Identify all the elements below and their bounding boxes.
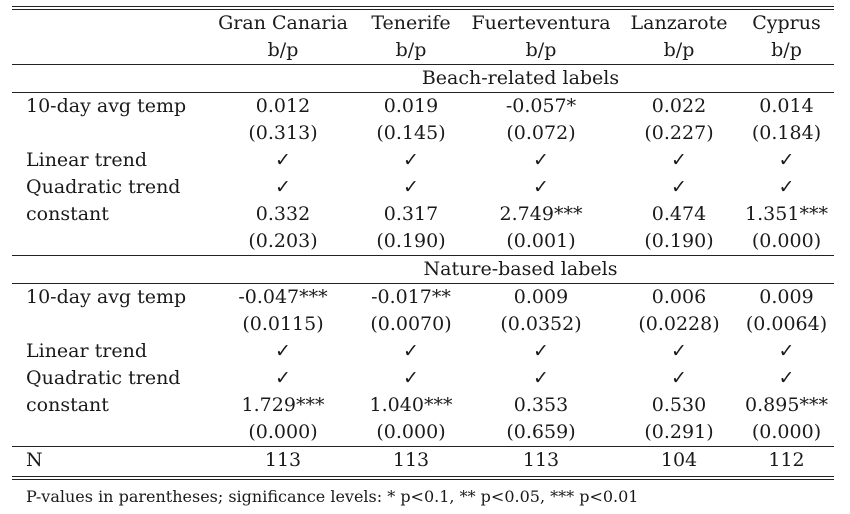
panel-title-row (12, 65, 834, 93)
table-cell: 0.014 (739, 93, 834, 121)
table-row (12, 93, 834, 121)
table-cell: 113 (207, 447, 359, 475)
table-cell: ✓ (778, 367, 795, 389)
regression-table (12, 10, 834, 474)
table-cell: 104 (619, 447, 739, 475)
table-row (12, 120, 834, 147)
table-cell: (0.227) (644, 122, 714, 144)
table-cell: ✓ (275, 149, 291, 171)
stat-label: b/p (771, 39, 802, 61)
table-row (12, 392, 834, 419)
table-cell: ✓ (275, 340, 291, 362)
top-rule (12, 6, 834, 7)
table-cell: 0.012 (207, 93, 359, 121)
table-cell: 113 (463, 447, 619, 475)
table-cell: ✓ (275, 176, 291, 198)
table-row (12, 284, 834, 312)
table-cell: (0.072) (506, 122, 576, 144)
column-header: Lanzarote (630, 12, 728, 34)
table-cell: (0.145) (376, 122, 446, 144)
row-label: Linear trend (26, 340, 147, 362)
table-row (12, 228, 834, 256)
row-label: N (12, 447, 207, 475)
table-cell: (0.000) (376, 421, 446, 443)
row-label: 10-day avg temp (12, 284, 207, 312)
table-row (12, 311, 834, 338)
panel-title-row (12, 256, 834, 284)
table-cell: -0.047*** (207, 284, 359, 312)
table-cell: ✓ (403, 149, 419, 171)
table-cell: ✓ (533, 340, 549, 362)
table-cell: (0.0070) (370, 313, 452, 335)
table-cell: (0.184) (751, 122, 822, 144)
table-cell: 1.729*** (241, 394, 325, 416)
table-cell: -0.017** (359, 284, 463, 312)
stat-label: b/p (395, 39, 427, 61)
table-cell: (0.203) (248, 230, 318, 252)
row-label (12, 311, 207, 338)
table-cell: (0.0115) (242, 313, 324, 335)
column-header: Gran Canaria (218, 12, 348, 34)
panel-title: Beach-related labels (207, 65, 834, 93)
table-cell: 0.474 (651, 203, 707, 225)
regression-table-container (12, 6, 834, 508)
table-cell: ✓ (671, 340, 687, 362)
table-cell: 0.019 (359, 93, 463, 121)
table-cell: (0.313) (248, 122, 318, 144)
table-cell: 0.353 (513, 394, 569, 416)
table-cell: ✓ (533, 367, 549, 389)
table-row (12, 338, 834, 365)
table-row (12, 419, 834, 447)
table-cell: ✓ (403, 340, 419, 362)
observations-row (12, 447, 834, 475)
stat-label: b/p (267, 39, 299, 61)
table-cell: (0.190) (644, 230, 714, 252)
row-label: Quadratic trend (26, 176, 181, 198)
table-cell: (0.000) (751, 421, 822, 443)
table-row (12, 174, 834, 201)
table-body (12, 10, 834, 474)
table-cell: ✓ (671, 176, 687, 198)
column-header: Tenerife (371, 12, 451, 34)
table-cell: 1.040*** (369, 394, 453, 416)
row-label (12, 419, 207, 447)
stat-label: b/p (525, 39, 557, 61)
table-cell: (0.000) (248, 421, 318, 443)
table-cell: ✓ (403, 176, 419, 198)
table-cell: 1.351*** (745, 203, 828, 225)
table-cell: 0.317 (383, 203, 439, 225)
header-blank (12, 37, 207, 65)
table-cell: 0.530 (651, 394, 707, 416)
table-cell: ✓ (778, 176, 795, 198)
table-cell: 0.022 (619, 93, 739, 121)
table-cell: (0.291) (644, 421, 714, 443)
table-cell: ✓ (533, 149, 549, 171)
column-header: Fuerteventura (471, 12, 611, 34)
table-note: P-values in parentheses; significance levels: * p<0.1, ** p<0.05, *** p<0.01 (26, 487, 639, 506)
table-cell: (0.001) (506, 230, 576, 252)
table-cell: 0.006 (619, 284, 739, 312)
table-cell: 0.009 (739, 284, 834, 312)
row-label: constant (26, 203, 109, 225)
table-cell: 112 (739, 447, 834, 475)
table-row (12, 147, 834, 174)
table-cell: (0.659) (506, 421, 576, 443)
stat-label: b/p (663, 39, 695, 61)
bottom-rule (12, 476, 834, 477)
table-row (12, 365, 834, 392)
column-header-row (12, 10, 834, 37)
table-cell: 0.895*** (745, 394, 828, 416)
table-row (12, 201, 834, 228)
table-cell: (0.190) (376, 230, 446, 252)
row-label: constant (26, 394, 109, 416)
table-cell: (0.000) (751, 230, 822, 252)
table-cell: 0.332 (255, 203, 311, 225)
table-cell: (0.0228) (638, 313, 720, 335)
table-cell: ✓ (403, 367, 419, 389)
table-cell: ✓ (671, 149, 687, 171)
row-label: Linear trend (26, 149, 147, 171)
table-cell: -0.057* (463, 93, 619, 121)
table-cell: ✓ (533, 176, 549, 198)
panel-title-blank (12, 256, 207, 284)
table-cell: (0.0064) (745, 313, 828, 335)
row-label: Quadratic trend (26, 367, 181, 389)
table-cell: 2.749*** (499, 203, 583, 225)
table-cell: ✓ (778, 340, 795, 362)
table-cell: ✓ (275, 367, 291, 389)
panel-title: Nature-based labels (207, 256, 834, 284)
table-cell: 0.009 (463, 284, 619, 312)
stat-label-row (12, 37, 834, 65)
header-blank (12, 10, 207, 37)
bottom-rule-second (12, 479, 834, 480)
panel-title-blank (12, 65, 207, 93)
table-cell: ✓ (671, 367, 687, 389)
table-cell: ✓ (778, 149, 795, 171)
row-label: 10-day avg temp (12, 93, 207, 121)
column-header: Cyprus (752, 12, 821, 34)
table-cell: 113 (359, 447, 463, 475)
table-cell: (0.0352) (500, 313, 582, 335)
row-label (12, 120, 207, 147)
row-label (12, 228, 207, 256)
